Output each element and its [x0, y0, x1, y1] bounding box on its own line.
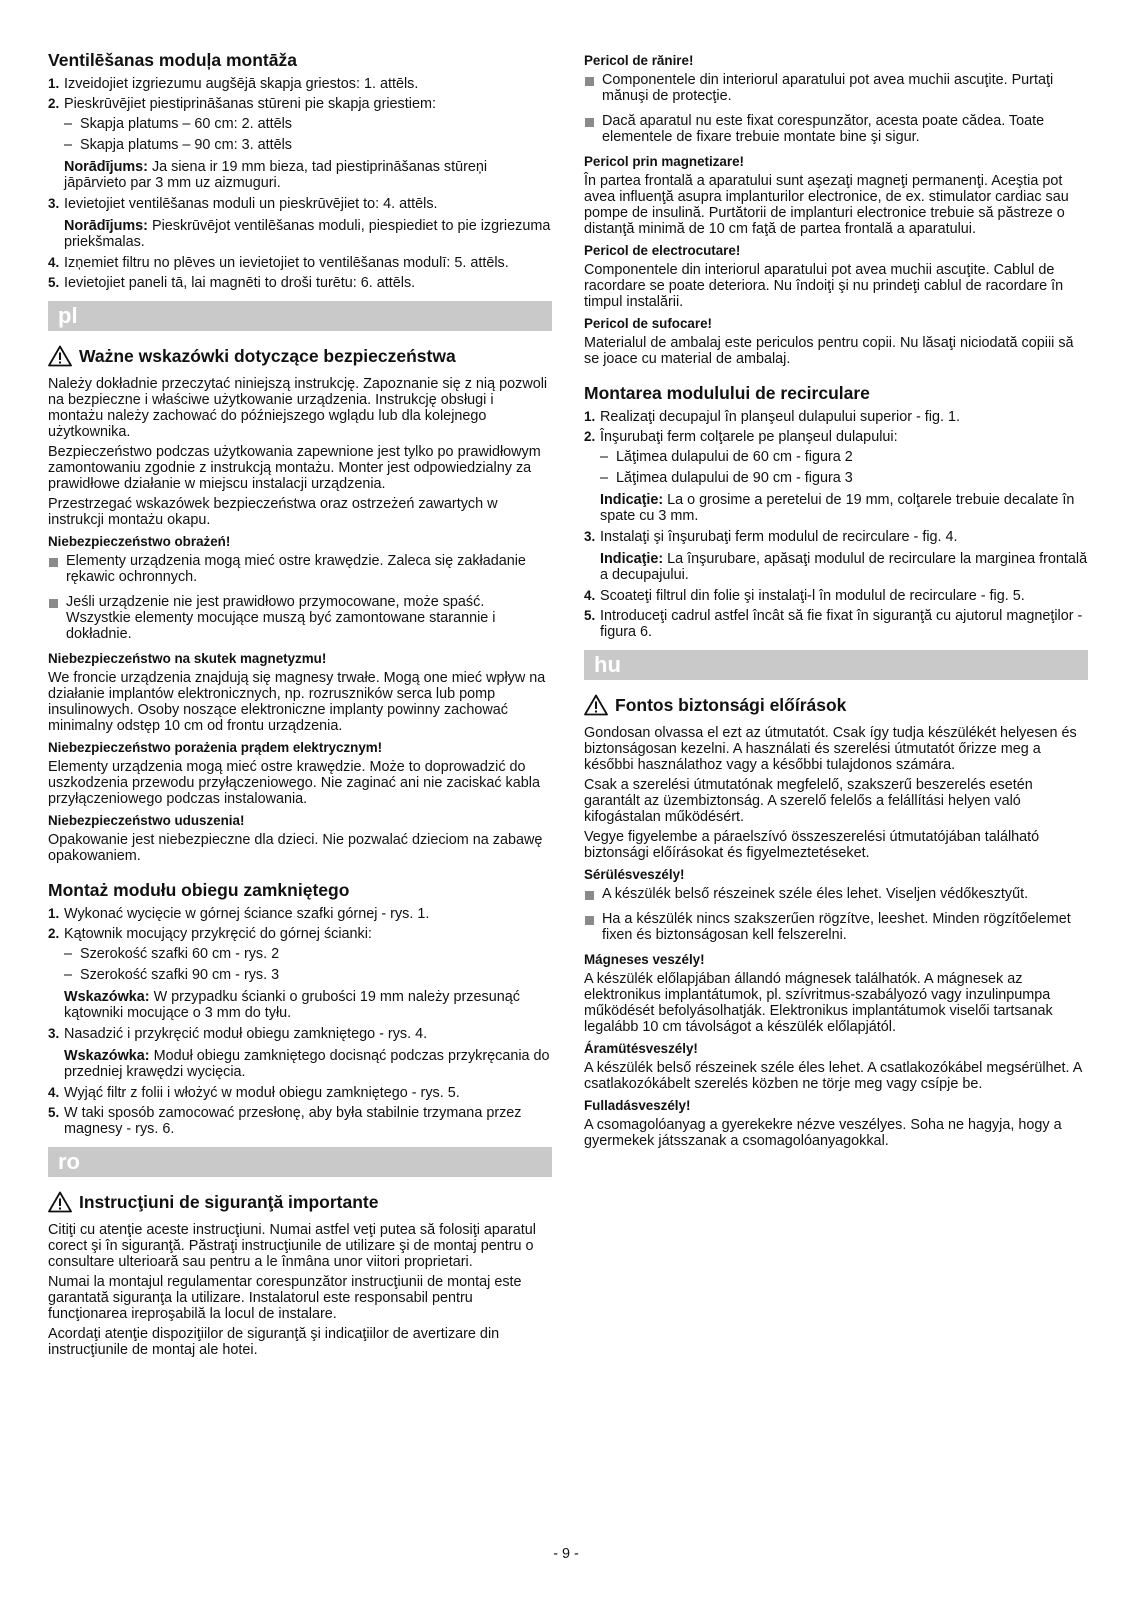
hu-injury-list [584, 886, 1088, 943]
ro-steps-cont [584, 529, 1088, 545]
hu-intro-3: Vegye figyelembe a páraelszívó összeszerelési útmutatójában található biztonsági előírásokat és figyelmeztetéseket. [584, 829, 1040, 861]
pl-bullet-2: Jeśli urządzenie nie jest prawidłowo przymocowane, może spaść. Wszystkie elementy mocujące muszą być zamontowane starannie i dokładnie. [48, 594, 552, 642]
ro-note-2: Indicaţie: La înşurubare, apăsaţi modulul de recirculare la marginea frontală a decupajului. [600, 551, 1088, 583]
ro-steps-end [584, 588, 1088, 640]
ro-step-3: 3. Instalaţi şi înşurubaţi ferm modulul de recirculare - fig. 4. [584, 529, 958, 545]
ro-dash-2: – Lăţimea dulapului de 90 cm - figura 3 [600, 470, 853, 486]
hu-intro-2: Csak a szerelési útmutatónak megfelelő, szakszerű beszerelés esetén garantált az üzembiztonság. A szerelő felelős a felállítási helyen való kifogástalan működésért. [584, 777, 1033, 825]
left-column [48, 50, 552, 1362]
hu-injury-heading: Sérülésveszély! [584, 867, 685, 882]
hu-suffocation-text: A csomagolóanyag a gyerekekre nézve veszélyes. Soha ne hagyja, hogy a gyermekek játsszanak a csomagolóanyagokkal. [584, 1117, 1062, 1149]
pl-magnet-text: We froncie urządzenia znajdują się magnesy trwałe. Mogą one mieć wpływ na działanie implantów elektronicznych, np. rozruszników serca lub pomp insulinowych. Osoby noszące elektroniczne implanty powinny zachować minimalny odstęp 10 cm od frontu urządzenia. [48, 670, 546, 734]
warning-icon [48, 345, 72, 367]
ro-dash-1: – Lăţimea dulapului de 60 cm - figura 2 [600, 449, 853, 465]
warning-icon [48, 1191, 72, 1213]
language-bar-hu: hu [584, 650, 1088, 680]
pl-steps [48, 906, 552, 942]
ro-step-1: 1. Realizaţi decupajul în planşeul dulapului superior - fig. 1. [584, 409, 960, 425]
ro-suffocation-heading: Pericol de sufocare! [584, 316, 713, 331]
lv-step-3: 3. Ievietojiet ventilēšanas moduli un pieskrūvējiet to: 4. attēls. [48, 196, 438, 212]
ro-electric-heading: Pericol de electrocutare! [584, 243, 741, 258]
pl-electric-heading: Niebezpieczeństwo porażenia prądem elektrycznym! [48, 740, 383, 755]
pl-injury-heading: Niebezpieczeństwo obrażeń! [48, 534, 231, 549]
hu-magnet-text: A készülék előlapjában állandó mágnesek találhatók. A mágnesek az elektronikus implantátumok, pl. szívritmus-szabályozó vagy inzulinpumpa működését befolyásolhatják. Elektronikus implantátumok viselői tartsanak legalább 10 cm távolságot a készülék előlapjától. [584, 971, 1053, 1035]
ro-injury-heading: Pericol de rănire! [584, 53, 694, 68]
ro-mount-title: Montarea modulului de recirculare [584, 383, 870, 403]
hu-electric-text: A készülék belső részeinek széle éles lehet. A csatlakozókábel megsérülhet. A csatlakozókábelt szerelés közben ne törje meg vagy csípje be. [584, 1060, 1082, 1092]
ro-steps [584, 409, 1088, 445]
ro-step-4: 4. Scoateţi filtrul din folie şi instalaţi-l în modulul de recirculare - fig. 5. [584, 588, 1025, 604]
ro-injury-list [584, 72, 1088, 145]
lv-step-2: 2. Pieskrūvējiet piestiprināšanas stūreni pie skapja griestiem: [48, 96, 436, 112]
ro-magnet-heading: Pericol prin magnetizare! [584, 154, 744, 169]
page-number: - 9 - [553, 1546, 579, 1562]
pl-suffocation-heading: Niebezpieczeństwo uduszenia! [48, 813, 245, 828]
ro-intro-1: Citiţi cu atenţie aceste instrucţiuni. Numai astfel veţi putea să folosiţi aparatul corect şi în siguranţă. Păstraţi instrucţiunile de utilizare şi de montaj pentru o consultare ulterioară sau pentru a le înmâna unor viitori proprietari. [48, 1222, 536, 1270]
hu-bullet-1: A készülék belső részeinek széle éles lehet. Viseljen védőkesztyűt. [584, 886, 1088, 902]
right-column [584, 50, 1088, 1153]
ro-step-2: 2. Înşurubaţi ferm colţarele pe planşeul dulapului: [584, 429, 898, 445]
hu-intro-1: Gondosan olvassa el ezt az útmutatót. Csak így tudja készülékét helyesen és biztonságosan kezelni. A használati és szerelési útmutatót őrizze meg a későbbi használathoz vagy a későbbi tulajdonos számára. [584, 725, 1077, 773]
pl-step-3: 3. Nasadzić i przykręcić moduł obiegu zamkniętego - rys. 4. [48, 1026, 428, 1042]
hu-bullet-2: Ha a készülék nincs szakszerűen rögzítve, leeshet. Minden rögzítőelemet fixen és biztonságosan kell felszerelni. [584, 911, 1088, 943]
pl-step-2: 2. Kątownik mocujący przykręcić do górnej ścianki: [48, 926, 372, 942]
lv-step-5: 5. Ievietojiet paneli tā, lai magnēti to droši turētu: 6. attēls. [48, 275, 416, 291]
language-bar-pl: pl [48, 301, 552, 331]
warning-icon [584, 694, 608, 716]
ro-intro-3: Acordaţi atenţie dispoziţiilor de siguranţă şi indicaţiilor de avertizare din instrucţiunile de montaj ale hotei. [48, 1326, 500, 1358]
pl-mount-title: Montaż modułu obiegu zamkniętego [48, 880, 350, 900]
pl-note-2: Wskazówka: Moduł obiegu zamkniętego docisnąć podczas przykręcania do przedniej krawędzi wycięcia. [64, 1048, 550, 1080]
pl-step-1: 1. Wykonać wycięcie w górnej ściance szafki górnej - rys. 1. [48, 906, 430, 922]
ro-magnet-text: În partea frontală a aparatului sunt aşezaţi magneţi permanenţi. Aceştia pot avea influenţă asupra implanturilor electronice, de ex. stimulator cardiac sau pompe de insulină. Purtătorii de implanturi electronice trebuie să păstreze o distanţă minimă de 10 cm faţă de partea frontală a aparatului. [584, 173, 1069, 237]
lv-steps-cont [48, 196, 552, 212]
hu-safety-title: Fontos biztonsági előírások [584, 694, 1088, 716]
ro-intro-2: Numai la montajul regulamentar corespunzător instrucţiunii de montaj este garantată siguranţa la utilizare. Instalatorul este responsabil pentru funcţionarea ireproşabilă la locul de instalare. [48, 1274, 522, 1322]
hu-electric-heading: Áramütésveszély! [584, 1041, 698, 1056]
pl-steps-end [48, 1085, 552, 1137]
ro-bullet-1: Componentele din interiorul aparatului pot avea muchii ascuţite. Purtaţi mănuşi de protecţie. [584, 72, 1088, 104]
lv-dash-1: – Skapja platums – 60 cm: 2. attēls [64, 116, 292, 132]
pl-intro-3: Przestrzegać wskazówek bezpieczeństwa oraz ostrzeżeń zawartych w instrukcji montażu okapu. [48, 496, 498, 528]
ro-note-1: Indicaţie: La o grosime a peretelui de 19 mm, colţarele trebuie decalate în spate cu 3 mm. [600, 492, 1075, 524]
lv-steps [48, 76, 552, 112]
lv-steps-end [48, 255, 552, 291]
lv-note-1: Norādījums: Ja siena ir 19 mm bieza, tad piestiprināšanas stūreņi jāpārvieto par 3 mm uz aizmuguri. [64, 159, 488, 191]
pl-intro-1: Należy dokładnie przeczytać niniejszą instrukcję. Zapoznanie się z nią pozwoli na bezpieczne i właściwe użytkowanie urządzenia. Instrukcję obsługi i montażu należy zachować do późniejszego wglądu lub dla kolejnego użytkownika. [48, 376, 548, 440]
lv-section-title: Ventilēšanas moduļa montāža [48, 50, 297, 70]
hu-magnet-heading: Mágneses veszély! [584, 952, 705, 967]
pl-injury-list [48, 553, 552, 642]
pl-note-1: Wskazówka: W przypadku ścianki o grubości 19 mm należy przesunąć kątowniki mocujące o 3 mm do tyłu. [64, 989, 520, 1021]
lv-step-1: 1. Izveidojiet izgriezumu augšējā skapja griestos: 1. attēls. [48, 76, 419, 92]
lv-note-2: Norādījums: Pieskrūvējot ventilēšanas moduli, piespiediet to pie izgriezuma priekšmalas. [64, 218, 551, 250]
ro-safety-title: Instrucţiuni de siguranţă importante [48, 1191, 552, 1213]
hu-suffocation-heading: Fulladásveszély! [584, 1098, 691, 1113]
pl-step-5: 5. W taki sposób zamocować przesłonę, aby była stabilnie trzymana przez magnesy - rys. 6. [48, 1105, 522, 1137]
ro-step-5: 5. Introduceţi cadrul astfel încât să fie fixat în siguranţă cu ajutorul magneţilor - figura 6. [584, 608, 1083, 640]
pl-dash-1: – Szerokość szafki 60 cm - rys. 2 [64, 946, 280, 962]
pl-steps-cont [48, 1026, 552, 1042]
pl-suffocation-text: Opakowanie jest niebezpieczne dla dzieci. Nie pozwalać dzieciom na zabawę opakowaniem. [48, 832, 543, 864]
language-bar-ro: ro [48, 1147, 552, 1177]
ro-bullet-2: Dacă aparatul nu este fixat corespunzător, acesta poate cădea. Toate elementele de fixare trebuie montate bine şi sigur. [584, 113, 1088, 145]
pl-bullet-1: Elementy urządzenia mogą mieć ostre krawędzie. Zaleca się zakładanie rękawic ochronnych. [48, 553, 552, 585]
ro-electric-text: Componentele din interiorul aparatului pot avea muchii ascuţite. Cablul de racordare se poate deteriora. Nu îndoiţi şi nu prindeţi cablul de racordare în timpul instalării. [584, 262, 1064, 310]
lv-step-4: 4. Izņemiet filtru no plēves un ievietojiet to ventilēšanas modulī: 5. attēls. [48, 255, 509, 271]
pl-magnet-heading: Niebezpieczeństwo na skutek magnetyzmu! [48, 651, 327, 666]
pl-step-4: 4. Wyjąć filtr z folii i włożyć w moduł obiegu zamkniętego - rys. 5. [48, 1085, 460, 1101]
pl-electric-text: Elementy urządzenia mogą mieć ostre krawędzie. Może to doprowadzić do uszkodzenia przewodu przyłączeniowego. Nie zaginać ani nie zaciskać kabla przyłączeniowego podczas instalowania. [48, 759, 540, 807]
ro-suffocation-text: Materialul de ambalaj este periculos pentru copii. Nu lăsaţi niciodată copiii să se joace cu material de ambalaj. [584, 335, 1074, 367]
pl-safety-title: Ważne wskazówki dotyczące bezpieczeństwa [48, 345, 552, 367]
pl-dash-2: – Szerokość szafki 90 cm - rys. 3 [64, 967, 280, 983]
pl-intro-2: Bezpieczeństwo podczas użytkowania zapewnione jest tylko po prawidłowym zamontowaniu zgodnie z instrukcją montażu. Monter jest odpowiedzialny za prawidłowe działanie w miejscu instalacji urządzenia. [48, 444, 541, 492]
lv-dash-2: – Skapja platums – 90 cm: 3. attēls [64, 137, 292, 153]
